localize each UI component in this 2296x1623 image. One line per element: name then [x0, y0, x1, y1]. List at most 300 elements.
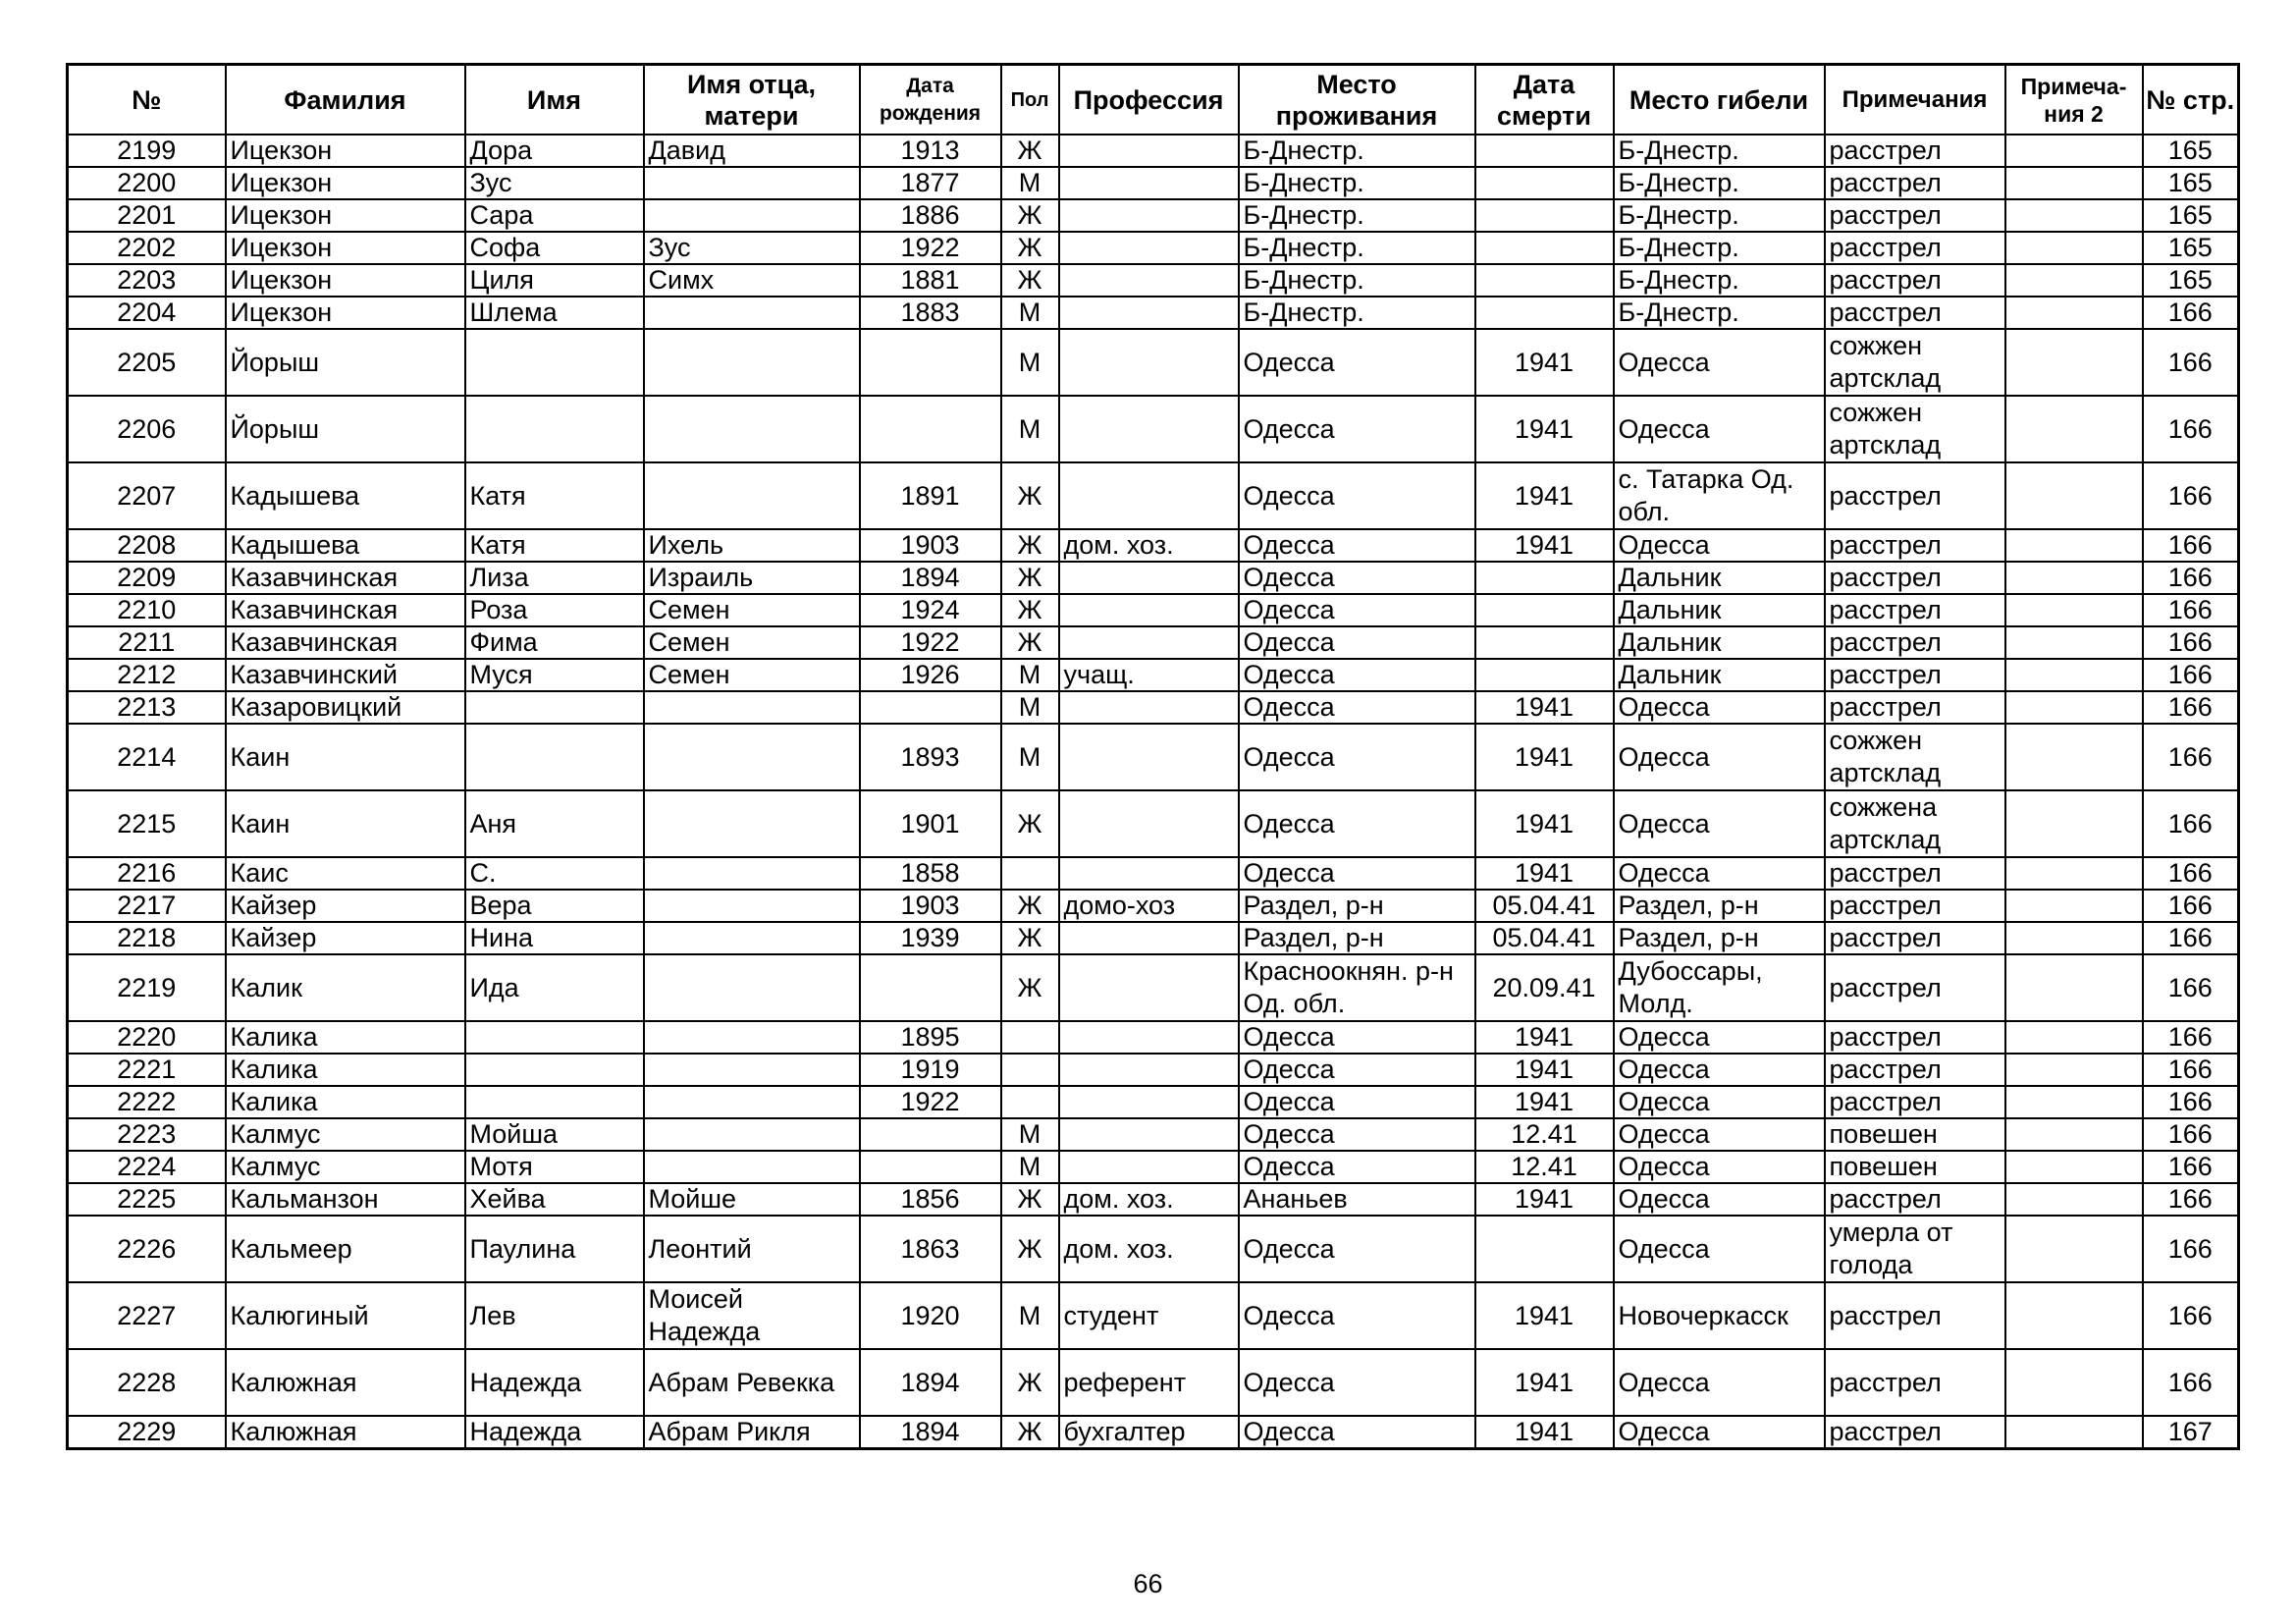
table-row: [68, 167, 2239, 199]
header-parents: Имя отца, матери: [644, 65, 860, 135]
cell-notes: расстрел: [1825, 529, 2005, 562]
table-row: [68, 857, 2239, 890]
table-row: [68, 1183, 2239, 1216]
cell-surname: Ицекзон: [226, 264, 465, 297]
cell-notes: повешен: [1825, 1118, 2005, 1151]
cell-sex: Ж: [1001, 462, 1059, 529]
cell-sex: Ж: [1001, 562, 1059, 594]
cell-death-date: 1941: [1475, 1349, 1614, 1416]
cell-death-place: Одесса: [1614, 1216, 1825, 1282]
cell-residence: Одесса: [1239, 1282, 1475, 1349]
cell-notes-2: [2005, 790, 2143, 857]
header-surname: Фамилия: [226, 65, 465, 135]
cell-name: Нина: [465, 922, 644, 954]
cell-name: С.: [465, 857, 644, 890]
cell-death-place: Дальник: [1614, 626, 1825, 659]
cell-sex: [1001, 1021, 1059, 1054]
cell-parents: Семен: [644, 594, 860, 626]
cell-notes-2: [2005, 167, 2143, 199]
cell-name: [465, 691, 644, 724]
cell-num: 2205: [68, 329, 226, 396]
cell-residence: Раздел, р-н: [1239, 922, 1475, 954]
cell-death-date: 1941: [1475, 857, 1614, 890]
cell-residence: Одесса: [1239, 659, 1475, 691]
cell-parents: [644, 724, 860, 790]
cell-sex: Ж: [1001, 954, 1059, 1021]
cell-death-date: 1941: [1475, 1021, 1614, 1054]
cell-num: 2221: [68, 1054, 226, 1086]
cell-sex: М: [1001, 1151, 1059, 1183]
cell-num: 2214: [68, 724, 226, 790]
cell-profession: [1059, 1151, 1239, 1183]
cell-death-date: 1941: [1475, 329, 1614, 396]
cell-notes: сожжена артсклад: [1825, 790, 2005, 857]
cell-profession: [1059, 297, 1239, 329]
cell-notes: расстрел: [1825, 890, 2005, 922]
cell-parents: Ихель: [644, 529, 860, 562]
table-row: [68, 790, 2239, 857]
cell-num: 2218: [68, 922, 226, 954]
cell-birth-date: 1894: [860, 1349, 1001, 1416]
cell-notes-2: [2005, 954, 2143, 1021]
cell-death-place: Одесса: [1614, 329, 1825, 396]
cell-name: [465, 1054, 644, 1086]
cell-residence: Одесса: [1239, 1021, 1475, 1054]
cell-num: 2215: [68, 790, 226, 857]
cell-birth-date: 1877: [860, 167, 1001, 199]
cell-notes: расстрел: [1825, 167, 2005, 199]
cell-parents: Леонтий: [644, 1216, 860, 1282]
cell-sex: Ж: [1001, 1216, 1059, 1282]
cell-notes: расстрел: [1825, 659, 2005, 691]
cell-residence: Б-Днестр.: [1239, 297, 1475, 329]
cell-residence: Одесса: [1239, 529, 1475, 562]
cell-notes: умерла от голода: [1825, 1216, 2005, 1282]
cell-parents: Семен: [644, 659, 860, 691]
cell-death-place: Одесса: [1614, 1086, 1825, 1118]
cell-notes: расстрел: [1825, 562, 2005, 594]
cell-parents: Мойше: [644, 1183, 860, 1216]
cell-sex: М: [1001, 691, 1059, 724]
cell-surname: Ицекзон: [226, 297, 465, 329]
page-number: 66: [1133, 1569, 1163, 1598]
cell-name: [465, 1086, 644, 1118]
cell-birth-date: [860, 396, 1001, 462]
cell-death-place: Раздел, р-н: [1614, 890, 1825, 922]
cell-residence: Одесса: [1239, 396, 1475, 462]
cell-residence: Одесса: [1239, 1086, 1475, 1118]
cell-surname: Казавчинская: [226, 562, 465, 594]
cell-profession: [1059, 1021, 1239, 1054]
cell-name: Катя: [465, 529, 644, 562]
cell-death-date: [1475, 297, 1614, 329]
cell-page-number: 166: [2143, 1216, 2239, 1282]
cell-page-number: 166: [2143, 1151, 2239, 1183]
cell-surname: Ицекзон: [226, 135, 465, 167]
cell-sex: [1001, 857, 1059, 890]
cell-residence: Б-Днестр.: [1239, 199, 1475, 232]
table-row: [68, 1349, 2239, 1416]
table-row: [68, 199, 2239, 232]
cell-notes: расстрел: [1825, 135, 2005, 167]
cell-birth-date: 1922: [860, 232, 1001, 264]
cell-profession: [1059, 167, 1239, 199]
cell-death-date: 1941: [1475, 396, 1614, 462]
cell-name: Муся: [465, 659, 644, 691]
cell-birth-date: [860, 1151, 1001, 1183]
cell-birth-date: 1863: [860, 1216, 1001, 1282]
table-row: [68, 922, 2239, 954]
cell-notes-2: [2005, 199, 2143, 232]
cell-death-place: Дальник: [1614, 659, 1825, 691]
cell-birth-date: 1891: [860, 462, 1001, 529]
cell-name: Вера: [465, 890, 644, 922]
cell-notes: расстрел: [1825, 922, 2005, 954]
table-row: [68, 562, 2239, 594]
cell-notes: расстрел: [1825, 626, 2005, 659]
cell-num: 2223: [68, 1118, 226, 1151]
cell-parents: [644, 396, 860, 462]
cell-surname: Калмус: [226, 1151, 465, 1183]
cell-profession: референт: [1059, 1349, 1239, 1416]
cell-death-place: Одесса: [1614, 1054, 1825, 1086]
cell-birth-date: 1922: [860, 626, 1001, 659]
cell-name: Надежда: [465, 1349, 644, 1416]
cell-notes-2: [2005, 626, 2143, 659]
table-row: [68, 232, 2239, 264]
cell-name: Фима: [465, 626, 644, 659]
cell-num: 2226: [68, 1216, 226, 1282]
cell-surname: Ицекзон: [226, 199, 465, 232]
header-death-date: Дата смерти: [1475, 65, 1614, 135]
cell-death-place: Одесса: [1614, 1021, 1825, 1054]
cell-profession: бухгалтер: [1059, 1416, 1239, 1449]
cell-residence: Б-Днестр.: [1239, 135, 1475, 167]
cell-birth-date: 1858: [860, 857, 1001, 890]
cell-parents: Давид: [644, 135, 860, 167]
cell-residence: Одесса: [1239, 1118, 1475, 1151]
cell-death-place: Б-Днестр.: [1614, 232, 1825, 264]
cell-residence: Красноокнян. р-н Од. обл.: [1239, 954, 1475, 1021]
cell-residence: Одесса: [1239, 594, 1475, 626]
cell-death-place: Одесса: [1614, 396, 1825, 462]
cell-notes: расстрел: [1825, 199, 2005, 232]
cell-profession: [1059, 691, 1239, 724]
cell-notes-2: [2005, 232, 2143, 264]
cell-death-place: Одесса: [1614, 1118, 1825, 1151]
cell-death-place: Б-Днестр.: [1614, 199, 1825, 232]
cell-death-date: [1475, 562, 1614, 594]
cell-death-date: [1475, 135, 1614, 167]
cell-death-place: Одесса: [1614, 529, 1825, 562]
cell-page-number: 166: [2143, 857, 2239, 890]
cell-birth-date: 1881: [860, 264, 1001, 297]
cell-residence: Б-Днестр.: [1239, 167, 1475, 199]
cell-death-place: Одесса: [1614, 857, 1825, 890]
cell-notes-2: [2005, 396, 2143, 462]
cell-surname: Кайзер: [226, 890, 465, 922]
cell-num: 2204: [68, 297, 226, 329]
header-notes: Примечания: [1825, 65, 2005, 135]
cell-sex: Ж: [1001, 922, 1059, 954]
cell-num: 2208: [68, 529, 226, 562]
cell-death-place: Одесса: [1614, 790, 1825, 857]
cell-notes: расстрел: [1825, 594, 2005, 626]
cell-residence: Одесса: [1239, 1349, 1475, 1416]
cell-page-number: 166: [2143, 890, 2239, 922]
cell-parents: Абрам Ревекка: [644, 1349, 860, 1416]
cell-residence: Б-Днестр.: [1239, 264, 1475, 297]
table-row: [68, 1118, 2239, 1151]
cell-sex: Ж: [1001, 199, 1059, 232]
cell-sex: М: [1001, 1282, 1059, 1349]
cell-birth-date: 1856: [860, 1183, 1001, 1216]
cell-death-date: 20.09.41: [1475, 954, 1614, 1021]
cell-surname: Казавчинская: [226, 626, 465, 659]
cell-profession: [1059, 594, 1239, 626]
header-profession: Профессия: [1059, 65, 1239, 135]
cell-surname: Йорыш: [226, 329, 465, 396]
cell-surname: Калмус: [226, 1118, 465, 1151]
cell-notes-2: [2005, 1282, 2143, 1349]
cell-notes: расстрел: [1825, 232, 2005, 264]
cell-death-date: 05.04.41: [1475, 922, 1614, 954]
cell-page-number: 166: [2143, 1349, 2239, 1416]
cell-death-place: Б-Днестр.: [1614, 167, 1825, 199]
cell-sex: Ж: [1001, 626, 1059, 659]
cell-notes-2: [2005, 857, 2143, 890]
cell-page-number: 165: [2143, 135, 2239, 167]
cell-name: Сара: [465, 199, 644, 232]
cell-parents: [644, 1054, 860, 1086]
cell-num: 2217: [68, 890, 226, 922]
cell-page-number: 166: [2143, 724, 2239, 790]
cell-birth-date: 1895: [860, 1021, 1001, 1054]
cell-parents: Израиль: [644, 562, 860, 594]
cell-name: Софа: [465, 232, 644, 264]
table-row: [68, 135, 2239, 167]
cell-page-number: 166: [2143, 396, 2239, 462]
cell-sex: Ж: [1001, 135, 1059, 167]
cell-surname: Кадышева: [226, 529, 465, 562]
cell-death-date: 1941: [1475, 1416, 1614, 1449]
cell-notes: расстрел: [1825, 1086, 2005, 1118]
cell-sex: М: [1001, 659, 1059, 691]
cell-num: 2199: [68, 135, 226, 167]
cell-birth-date: [860, 691, 1001, 724]
cell-surname: Кадышева: [226, 462, 465, 529]
cell-surname: Кайзер: [226, 922, 465, 954]
cell-num: 2209: [68, 562, 226, 594]
cell-num: 2225: [68, 1183, 226, 1216]
cell-notes: расстрел: [1825, 1054, 2005, 1086]
cell-page-number: 166: [2143, 329, 2239, 396]
cell-death-place: Б-Днестр.: [1614, 297, 1825, 329]
cell-page-number: 166: [2143, 1054, 2239, 1086]
cell-death-date: [1475, 626, 1614, 659]
cell-notes: сожжен артсклад: [1825, 396, 2005, 462]
cell-notes-2: [2005, 529, 2143, 562]
cell-profession: [1059, 1118, 1239, 1151]
cell-page-number: 166: [2143, 954, 2239, 1021]
cell-parents: [644, 1086, 860, 1118]
cell-sex: Ж: [1001, 1349, 1059, 1416]
cell-num: 2229: [68, 1416, 226, 1449]
cell-surname: Каин: [226, 724, 465, 790]
table-row: [68, 659, 2239, 691]
cell-notes: расстрел: [1825, 264, 2005, 297]
cell-name: Надежда: [465, 1416, 644, 1449]
cell-surname: Калюжная: [226, 1349, 465, 1416]
table-row: [68, 1021, 2239, 1054]
cell-name: [465, 329, 644, 396]
cell-notes-2: [2005, 1349, 2143, 1416]
cell-residence: Одесса: [1239, 626, 1475, 659]
cell-surname: Казавчинский: [226, 659, 465, 691]
cell-parents: [644, 462, 860, 529]
cell-death-date: 1941: [1475, 691, 1614, 724]
cell-residence: Одесса: [1239, 462, 1475, 529]
cell-name: Циля: [465, 264, 644, 297]
cell-name: Ида: [465, 954, 644, 1021]
cell-page-number: 166: [2143, 659, 2239, 691]
cell-num: 2202: [68, 232, 226, 264]
cell-name: Лиза: [465, 562, 644, 594]
cell-profession: домо-хоз: [1059, 890, 1239, 922]
cell-residence: Одесса: [1239, 1054, 1475, 1086]
table-row: [68, 396, 2239, 462]
cell-num: 2224: [68, 1151, 226, 1183]
header-name: Имя: [465, 65, 644, 135]
cell-sex: [1001, 1054, 1059, 1086]
cell-death-date: [1475, 1216, 1614, 1282]
table-row: [68, 890, 2239, 922]
cell-surname: Йорыш: [226, 396, 465, 462]
cell-death-place: Б-Днестр.: [1614, 264, 1825, 297]
cell-notes: расстрел: [1825, 1416, 2005, 1449]
cell-death-place: Одесса: [1614, 1416, 1825, 1449]
cell-birth-date: 1924: [860, 594, 1001, 626]
cell-notes-2: [2005, 297, 2143, 329]
cell-num: 2206: [68, 396, 226, 462]
cell-parents: [644, 922, 860, 954]
cell-name: [465, 1021, 644, 1054]
cell-page-number: 166: [2143, 1282, 2239, 1349]
cell-notes-2: [2005, 659, 2143, 691]
cell-birth-date: 1903: [860, 890, 1001, 922]
cell-birth-date: 1901: [860, 790, 1001, 857]
header-row: [68, 65, 2239, 135]
header-sex: Пол: [1001, 65, 1059, 135]
cell-parents: [644, 1118, 860, 1151]
table-row: [68, 691, 2239, 724]
cell-page-number: 166: [2143, 529, 2239, 562]
cell-residence: Одесса: [1239, 691, 1475, 724]
cell-birth-date: 1894: [860, 1416, 1001, 1449]
cell-name: Паулина: [465, 1216, 644, 1282]
cell-profession: [1059, 1054, 1239, 1086]
table-row: [68, 724, 2239, 790]
cell-parents: [644, 199, 860, 232]
cell-notes-2: [2005, 890, 2143, 922]
cell-profession: [1059, 396, 1239, 462]
cell-notes: расстрел: [1825, 1282, 2005, 1349]
cell-death-place: Новочеркасск: [1614, 1282, 1825, 1349]
cell-parents: [644, 857, 860, 890]
cell-name: Роза: [465, 594, 644, 626]
cell-page-number: 167: [2143, 1416, 2239, 1449]
table-row: [68, 1151, 2239, 1183]
cell-parents: Абрам Рикля: [644, 1416, 860, 1449]
cell-birth-date: [860, 329, 1001, 396]
cell-profession: [1059, 857, 1239, 890]
cell-name: Лев: [465, 1282, 644, 1349]
header-death-place: Место гибели: [1614, 65, 1825, 135]
cell-notes-2: [2005, 135, 2143, 167]
cell-num: 2227: [68, 1282, 226, 1349]
cell-page-number: 166: [2143, 1086, 2239, 1118]
cell-name: Аня: [465, 790, 644, 857]
cell-sex: М: [1001, 297, 1059, 329]
cell-death-date: 1941: [1475, 1282, 1614, 1349]
cell-profession: учащ.: [1059, 659, 1239, 691]
cell-page-number: 166: [2143, 691, 2239, 724]
cell-death-date: 1941: [1475, 462, 1614, 529]
cell-num: 2228: [68, 1349, 226, 1416]
cell-num: 2213: [68, 691, 226, 724]
cell-num: 2211: [68, 626, 226, 659]
cell-page-number: 165: [2143, 264, 2239, 297]
cell-residence: Раздел, р-н: [1239, 890, 1475, 922]
cell-profession: [1059, 1086, 1239, 1118]
cell-sex: Ж: [1001, 264, 1059, 297]
cell-parents: [644, 954, 860, 1021]
cell-profession: дом. хоз.: [1059, 529, 1239, 562]
cell-profession: [1059, 462, 1239, 529]
cell-name: Шлема: [465, 297, 644, 329]
cell-notes-2: [2005, 1021, 2143, 1054]
table-row: [68, 529, 2239, 562]
table-row: [68, 297, 2239, 329]
cell-parents: [644, 297, 860, 329]
cell-profession: [1059, 232, 1239, 264]
cell-death-place: Одесса: [1614, 724, 1825, 790]
cell-num: 2220: [68, 1021, 226, 1054]
cell-surname: Ицекзон: [226, 167, 465, 199]
cell-profession: [1059, 954, 1239, 1021]
cell-death-date: [1475, 199, 1614, 232]
cell-residence: Одесса: [1239, 790, 1475, 857]
cell-num: 2201: [68, 199, 226, 232]
cell-birth-date: 1939: [860, 922, 1001, 954]
cell-birth-date: 1903: [860, 529, 1001, 562]
cell-page-number: 165: [2143, 199, 2239, 232]
cell-profession: [1059, 922, 1239, 954]
cell-death-place: Одесса: [1614, 1349, 1825, 1416]
cell-num: 2200: [68, 167, 226, 199]
cell-death-place: Одесса: [1614, 1151, 1825, 1183]
table-row: [68, 462, 2239, 529]
cell-parents: [644, 1151, 860, 1183]
cell-notes-2: [2005, 1118, 2143, 1151]
table-row: [68, 594, 2239, 626]
cell-residence: Одесса: [1239, 1216, 1475, 1282]
cell-death-date: [1475, 594, 1614, 626]
cell-notes-2: [2005, 329, 2143, 396]
cell-death-date: 1941: [1475, 1183, 1614, 1216]
cell-notes-2: [2005, 1054, 2143, 1086]
cell-name: Дора: [465, 135, 644, 167]
